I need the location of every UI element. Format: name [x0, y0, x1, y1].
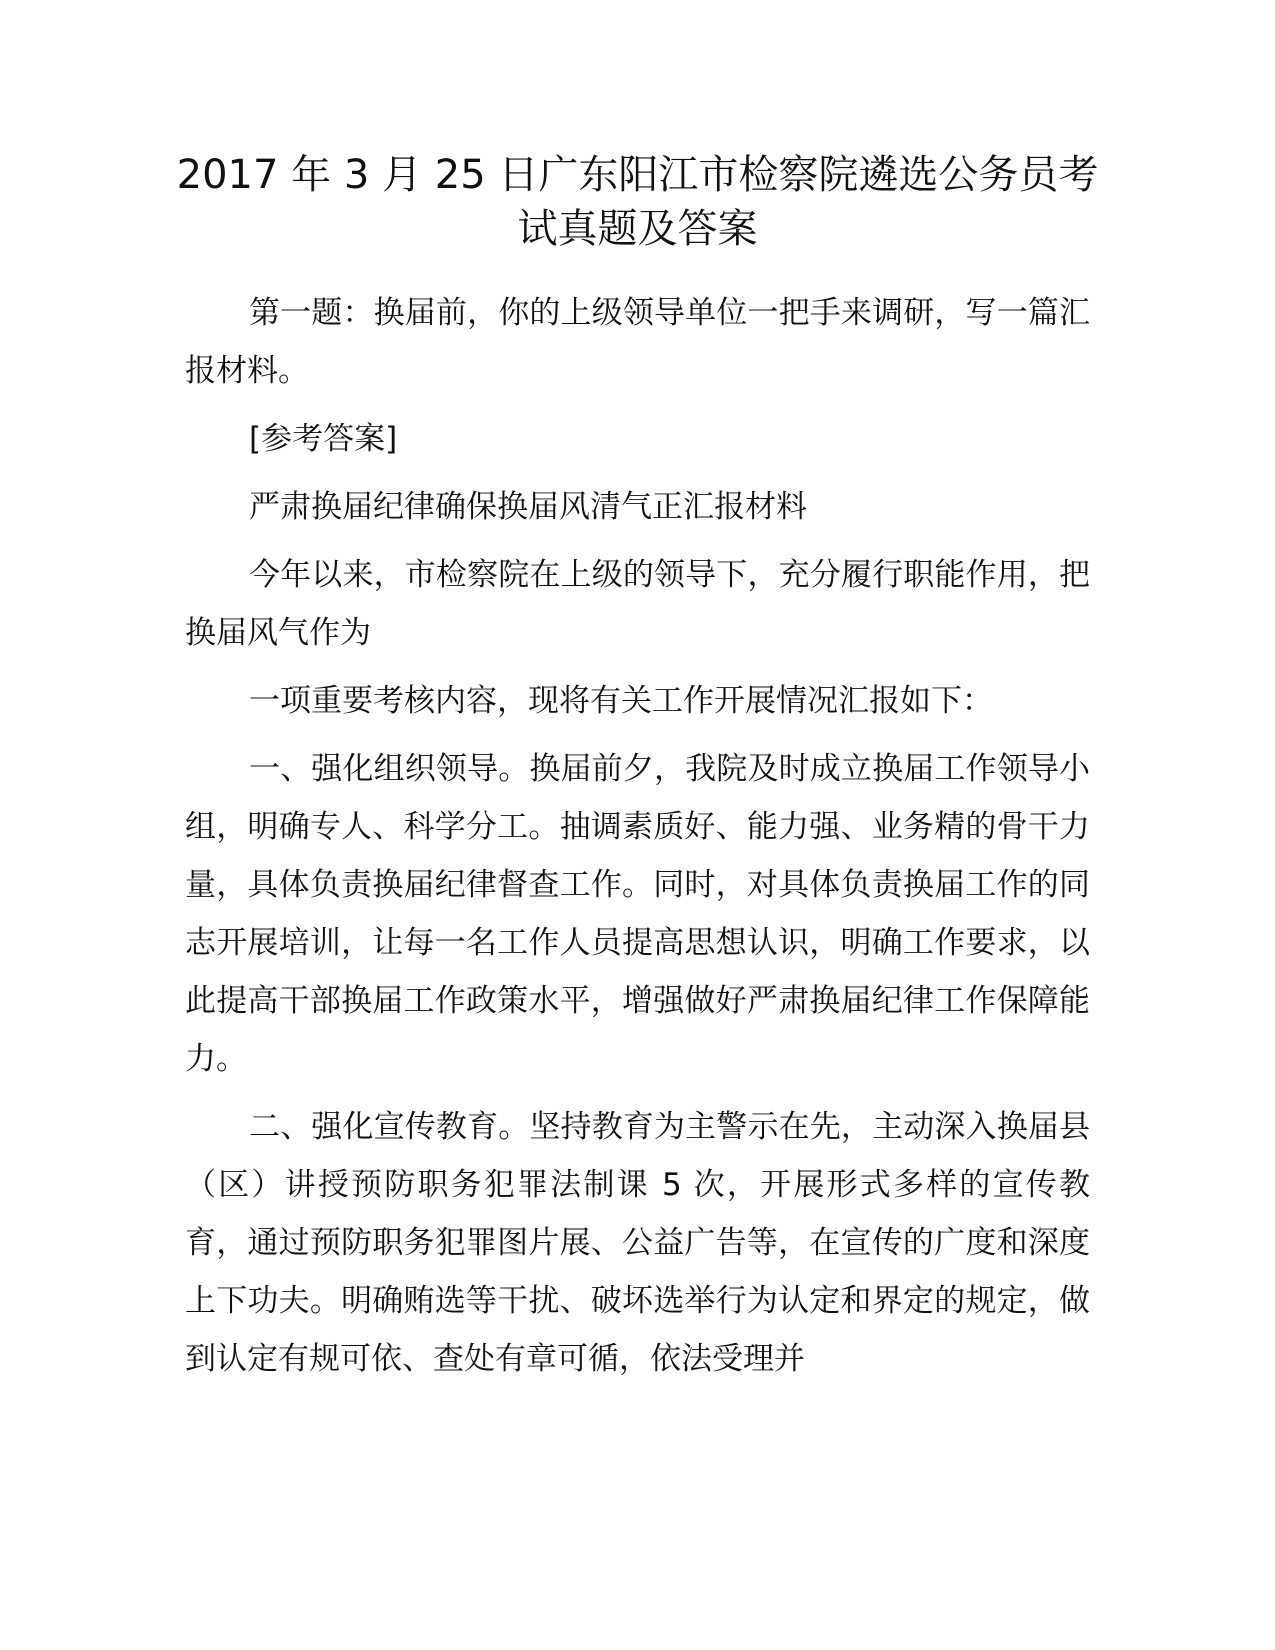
question-paragraph: 第一题：换届前，你的上级领导单位一把手来调研，写一篇汇报材料。 — [185, 295, 1090, 389]
section-one-paragraph: 一、强化组织领导。换届前夕，我院及时成立换届工作领导小组，明确专人、科学分工。抽调素质好、能力强、业务精的骨干力量，具体负责换届纪律督查工作。同时，对具体负责换届工作的同志开展培训，让每一名工作人员提高思想认识，明确工作要求，以此提高干部换届工作政策水平，增强做好严肃换届纪律工作保障能力。 — [185, 751, 1090, 1077]
document-body — [185, 284, 1090, 1398]
report-heading: 严肃换届纪律确保换届风清气正汇报材料 — [249, 489, 807, 525]
document-title: 2017 年 3 月 25 日广东阳江市检察院遴选公务员考试真题及答案 — [176, 152, 1099, 252]
section-two-paragraph: 二、强化宣传教育。坚持教育为主警示在先，主动深入换届县（区）讲授预防职务犯罪法制课 5 次，开展形式多样的宣传教育，通过预防职务犯罪图片展、公益广告等，在宣传的广度和深度上下功夫。明确贿选等干扰、破坏选举行为认定和界定的规定，做到认定有规可依、查处有章可循，依法受理并 — [185, 1109, 1090, 1377]
intro-continuation-paragraph: 一项重要考核内容，现将有关工作开展情况汇报如下： — [249, 683, 993, 719]
answer-label: [参考答案] — [249, 421, 398, 457]
intro-paragraph: 今年以来，市检察院在上级的领导下，充分履行职能作用，把换届风气作为 — [185, 557, 1090, 651]
